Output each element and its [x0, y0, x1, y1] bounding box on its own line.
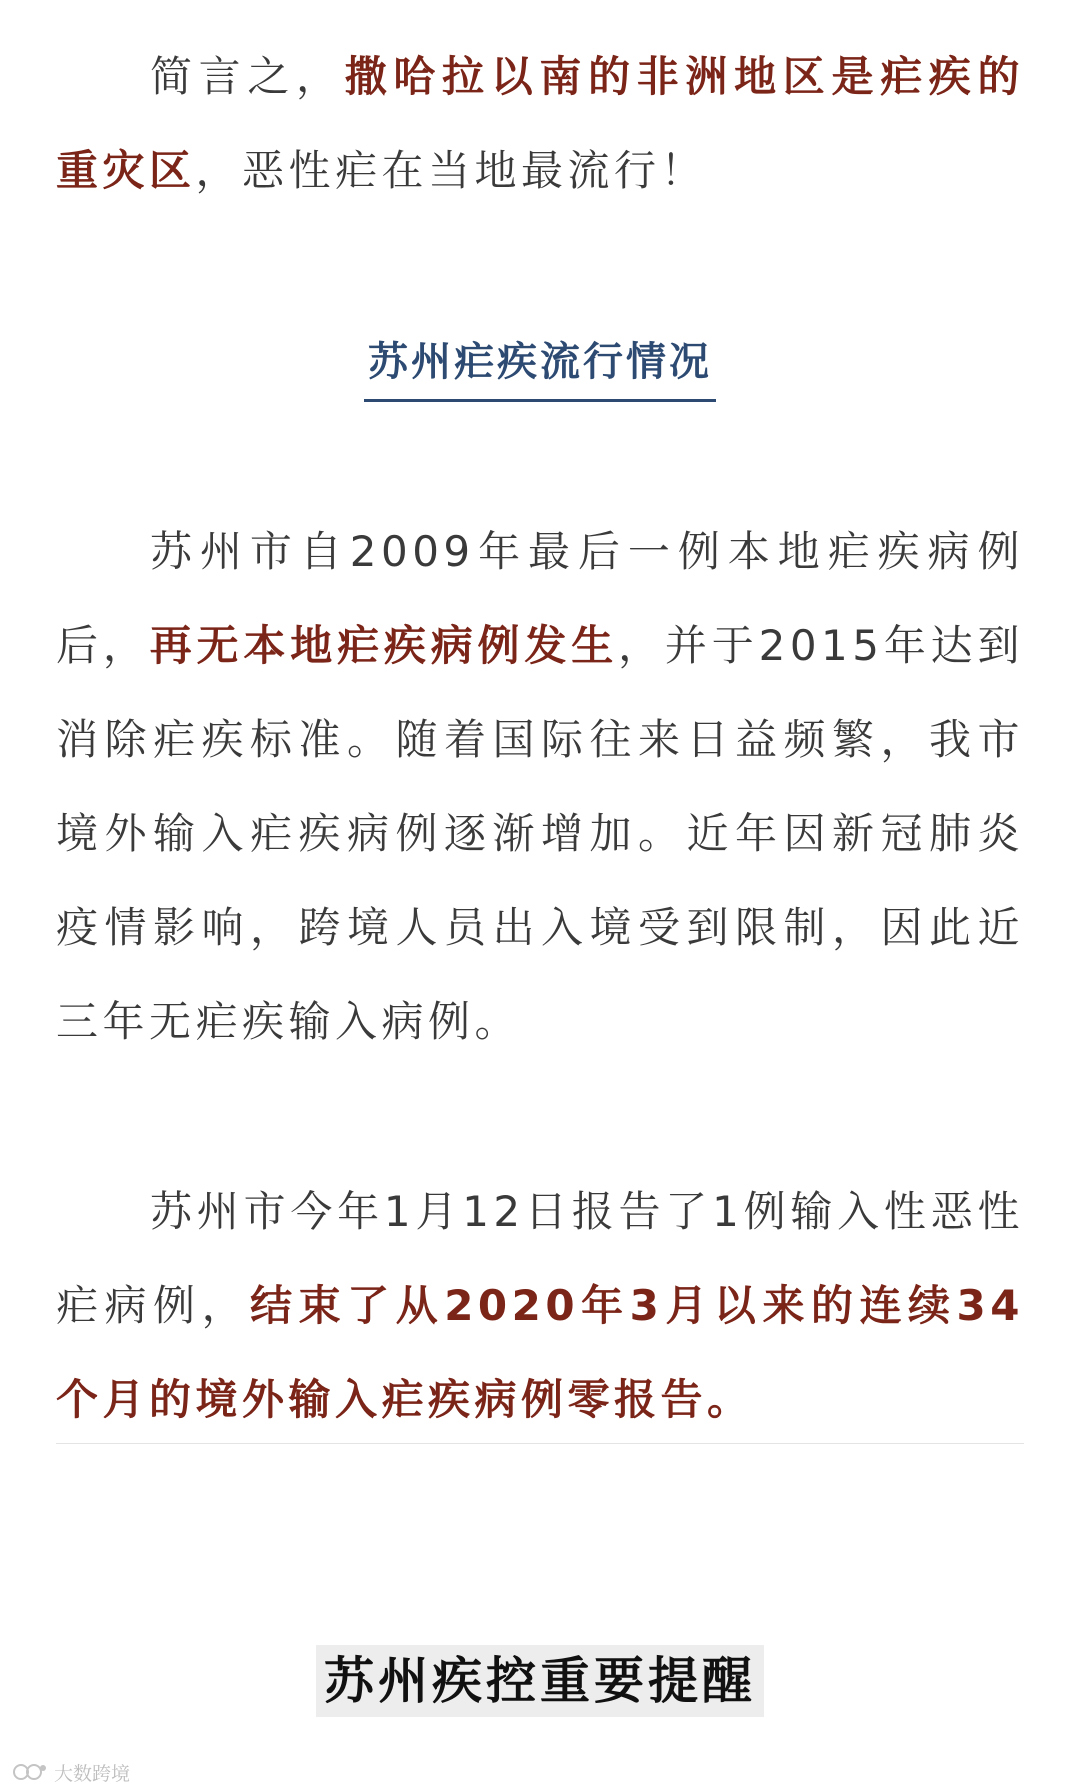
section-heading [0, 330, 1080, 402]
text-segment: ，并于2015年达到消除疟疾标准。随着国际往来日益频繁，我市境外输入疟疾病例逐渐增加。近年因新冠肺炎疫情影响，跨境人员出入境受到限制，因此近三年无疟疾输入病例。 [56, 621, 1024, 1046]
reminder-title-text: 苏州疾控重要提醒 [316, 1645, 764, 1717]
text-segment: 苏州市今年1月12日报告了1例输入性恶性疟病例， [56, 1187, 1024, 1330]
watermark [12, 1760, 130, 1784]
highlight-text: 撒哈拉以南的非洲地区是疟疾的重灾区 [56, 52, 1024, 195]
watermark-text: 大数跨境 [54, 1762, 131, 1785]
section-title-text: 苏州疟疾流行情况 [364, 330, 716, 402]
highlight-text: 结束了从2020年3月以来的连续34个月的境外输入疟疾病例零报告。 [56, 1281, 1024, 1424]
history-paragraph [56, 505, 1024, 1069]
watermark-logo-icon [12, 1762, 48, 1782]
text-segment: 苏州市自2009年最后一例本地疟疾病例后， [56, 527, 1024, 670]
text-segment: 简言之， [150, 52, 345, 101]
highlight-text: 再无本地疟疾病例发生 [149, 621, 619, 670]
recent-case-paragraph [56, 1165, 1024, 1447]
reminder-heading [0, 1645, 1080, 1717]
intro-paragraph [56, 30, 1024, 218]
text-segment: ，恶性疟在当地最流行！ [195, 146, 708, 195]
divider [56, 1443, 1024, 1444]
